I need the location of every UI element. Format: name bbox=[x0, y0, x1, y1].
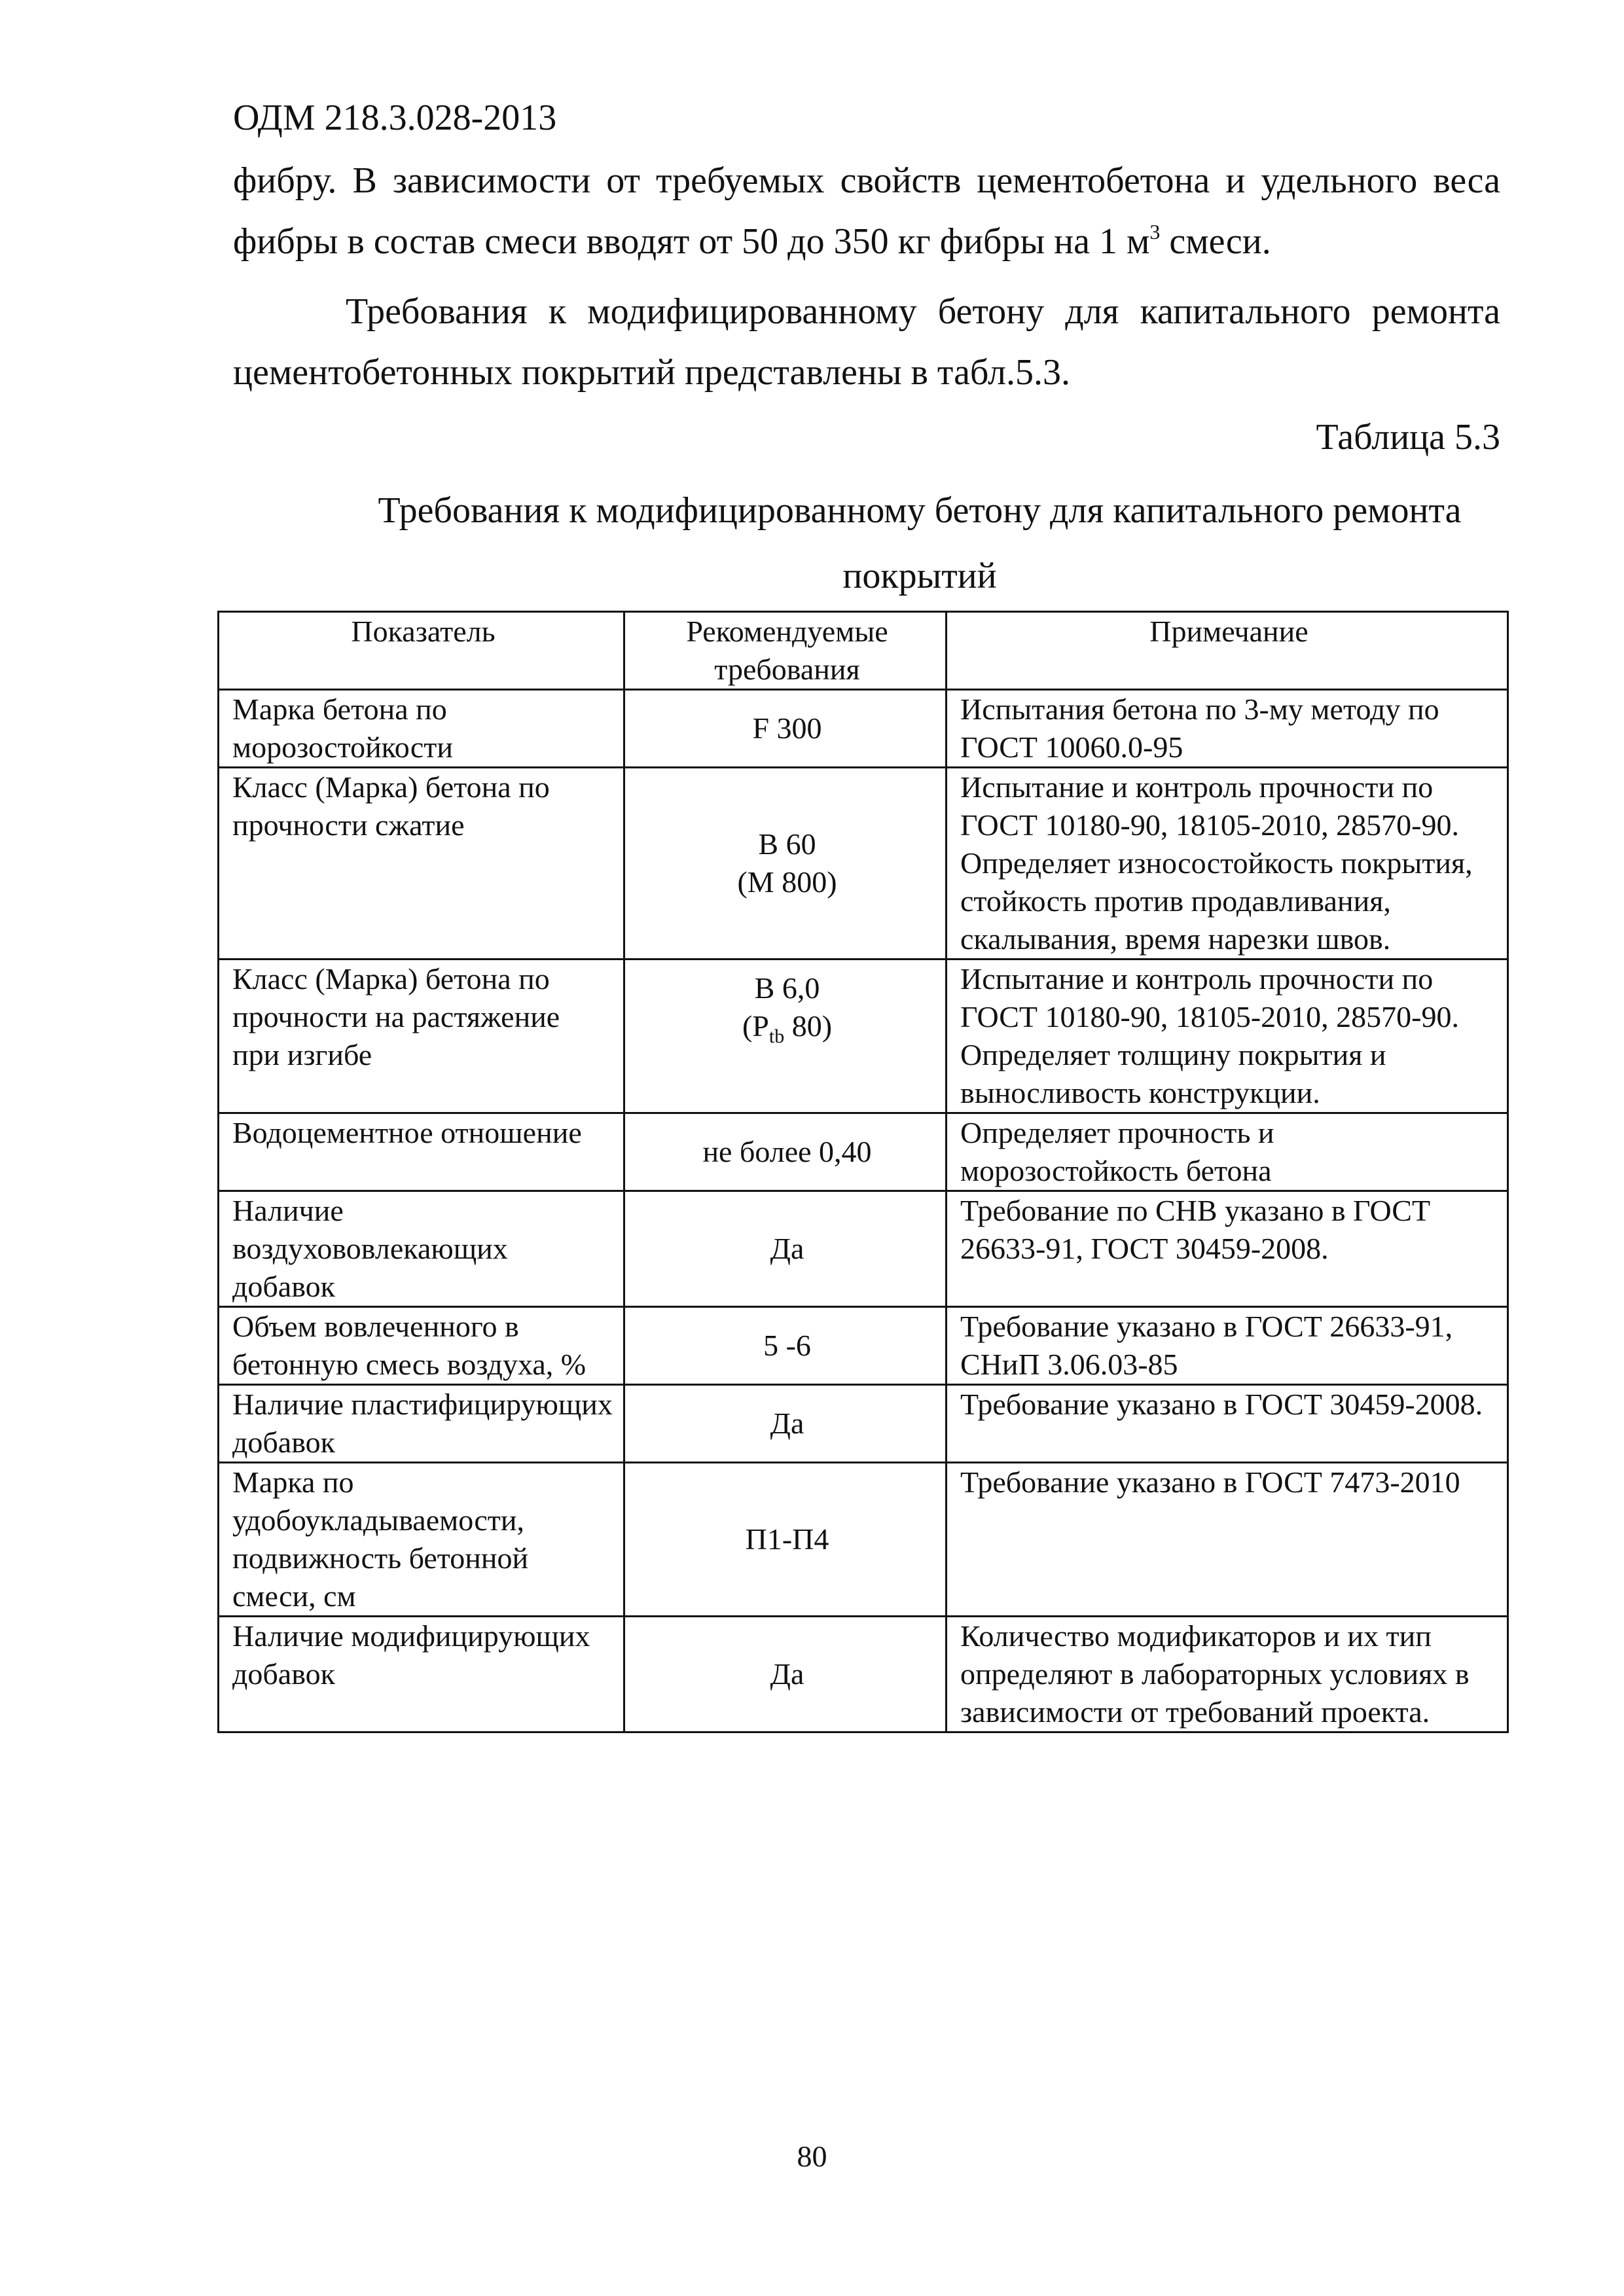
paragraph-fiber bbox=[233, 151, 1500, 272]
cell-note: Определяет прочность и морозостойкость бетона bbox=[947, 1113, 1508, 1191]
table-row bbox=[219, 1113, 1508, 1191]
cell-indicator: Наличие воздухововлекающих добавок bbox=[219, 1191, 624, 1307]
cell-indicator: Класс (Марка) бетона по прочности на растяжение при изгибе bbox=[219, 960, 624, 1113]
table-row bbox=[219, 960, 1508, 1113]
paragraph-requirements bbox=[233, 281, 1500, 403]
header-note: Примечание bbox=[947, 612, 1508, 690]
cell-value: F 300 bbox=[624, 690, 947, 768]
superscript-cube: 3 bbox=[1149, 220, 1161, 243]
cell-indicator: Класс (Марка) бетона по прочности сжатие bbox=[219, 768, 624, 960]
cell-note: Требование указано в ГОСТ 7473-2010 bbox=[947, 1463, 1508, 1617]
cell-note: Требование указано в ГОСТ 30459-2008. bbox=[947, 1385, 1508, 1463]
cell-value-class: В 6,0 bbox=[754, 971, 820, 1005]
cell-value bbox=[624, 768, 947, 960]
cell-value-grade: (М 800) bbox=[737, 865, 837, 899]
cell-value: Да bbox=[624, 1191, 947, 1307]
cell-value: 5 -6 bbox=[624, 1307, 947, 1385]
cell-indicator: Наличие модифицирующих добавок bbox=[219, 1617, 624, 1732]
header-indicator: Показатель bbox=[219, 612, 624, 690]
cell-indicator: Марка по удобоукладываемости, подвижность бетонной смеси, см bbox=[219, 1463, 624, 1617]
grade-prefix: (P bbox=[742, 1009, 769, 1043]
cell-value bbox=[624, 960, 947, 1113]
table-row bbox=[219, 1617, 1508, 1732]
cell-note: Испытание и контроль прочности по ГОСТ 10180-90, 18105-2010, 28570-90. Определяет толщину покрытия и выносливость конструкции. bbox=[947, 960, 1508, 1113]
cell-value-grade bbox=[638, 1007, 936, 1048]
cell-value: не более 0,40 bbox=[624, 1113, 947, 1191]
header-recommended: Рекомендуемые требования bbox=[624, 612, 947, 690]
paragraph-requirements-text: Требования к модифицированному бетону для капитального ремонта цементобетонных покрытий представлены в табл.5.3. bbox=[233, 291, 1500, 393]
requirements-table bbox=[217, 611, 1509, 1733]
cell-indicator: Водоцементное отношение bbox=[219, 1113, 624, 1191]
page-number: 80 bbox=[797, 2140, 827, 2173]
cell-value: П1-П4 bbox=[624, 1463, 947, 1617]
cell-note: Количество модификаторов и их тип определяют в лабораторных условиях в зависимости от требований проекта. bbox=[947, 1617, 1508, 1732]
cell-note: Испытание и контроль прочности по ГОСТ 10180-90, 18105-2010, 28570-90. Определяет износостойкость покрытия, стойкость против продавливания, скалывания, время нарезки швов. bbox=[947, 768, 1508, 960]
document-header: ОДМ 218.3.028-2013 bbox=[233, 98, 557, 138]
table-row bbox=[219, 1385, 1508, 1463]
table-row bbox=[219, 690, 1508, 768]
table-label: Таблица 5.3 bbox=[1316, 417, 1500, 457]
paragraph-fiber-end: смеси. bbox=[1160, 221, 1271, 262]
table-row bbox=[219, 768, 1508, 960]
table-row bbox=[219, 1463, 1508, 1617]
cell-note: Требование указано в ГОСТ 26633-91, СНиП 3.06.03-85 bbox=[947, 1307, 1508, 1385]
cell-note: Требование по СНВ указано в ГОСТ 26633-91, ГОСТ 30459-2008. bbox=[947, 1191, 1508, 1307]
cell-value: Да bbox=[624, 1385, 947, 1463]
cell-indicator: Марка бетона по морозостойкости bbox=[219, 690, 624, 768]
paragraph-fiber-text: фибру. В зависимости от требуемых свойств цементобетона и удельного веса фибры в состав смеси вводят от 50 до 350 кг фибры на 1 м bbox=[233, 160, 1500, 262]
cell-note: Испытания бетона по 3-му методу по ГОСТ 10060.0-95 bbox=[947, 690, 1508, 768]
grade-subscript: tb bbox=[768, 1026, 785, 1048]
table-header-row bbox=[219, 612, 1508, 690]
cell-value: Да bbox=[624, 1617, 947, 1732]
cell-indicator: Объем вовлеченного в бетонную смесь воздуха, % bbox=[219, 1307, 624, 1385]
table-caption: Требования к модифицированному бетону для капитального ремонта покрытий bbox=[378, 490, 1462, 596]
cell-indicator: Наличие пластифицирующих добавок bbox=[219, 1385, 624, 1463]
table-row bbox=[219, 1307, 1508, 1385]
table-row bbox=[219, 1191, 1508, 1307]
grade-suffix: 80) bbox=[784, 1009, 833, 1043]
cell-value-class: В 60 bbox=[758, 827, 816, 861]
